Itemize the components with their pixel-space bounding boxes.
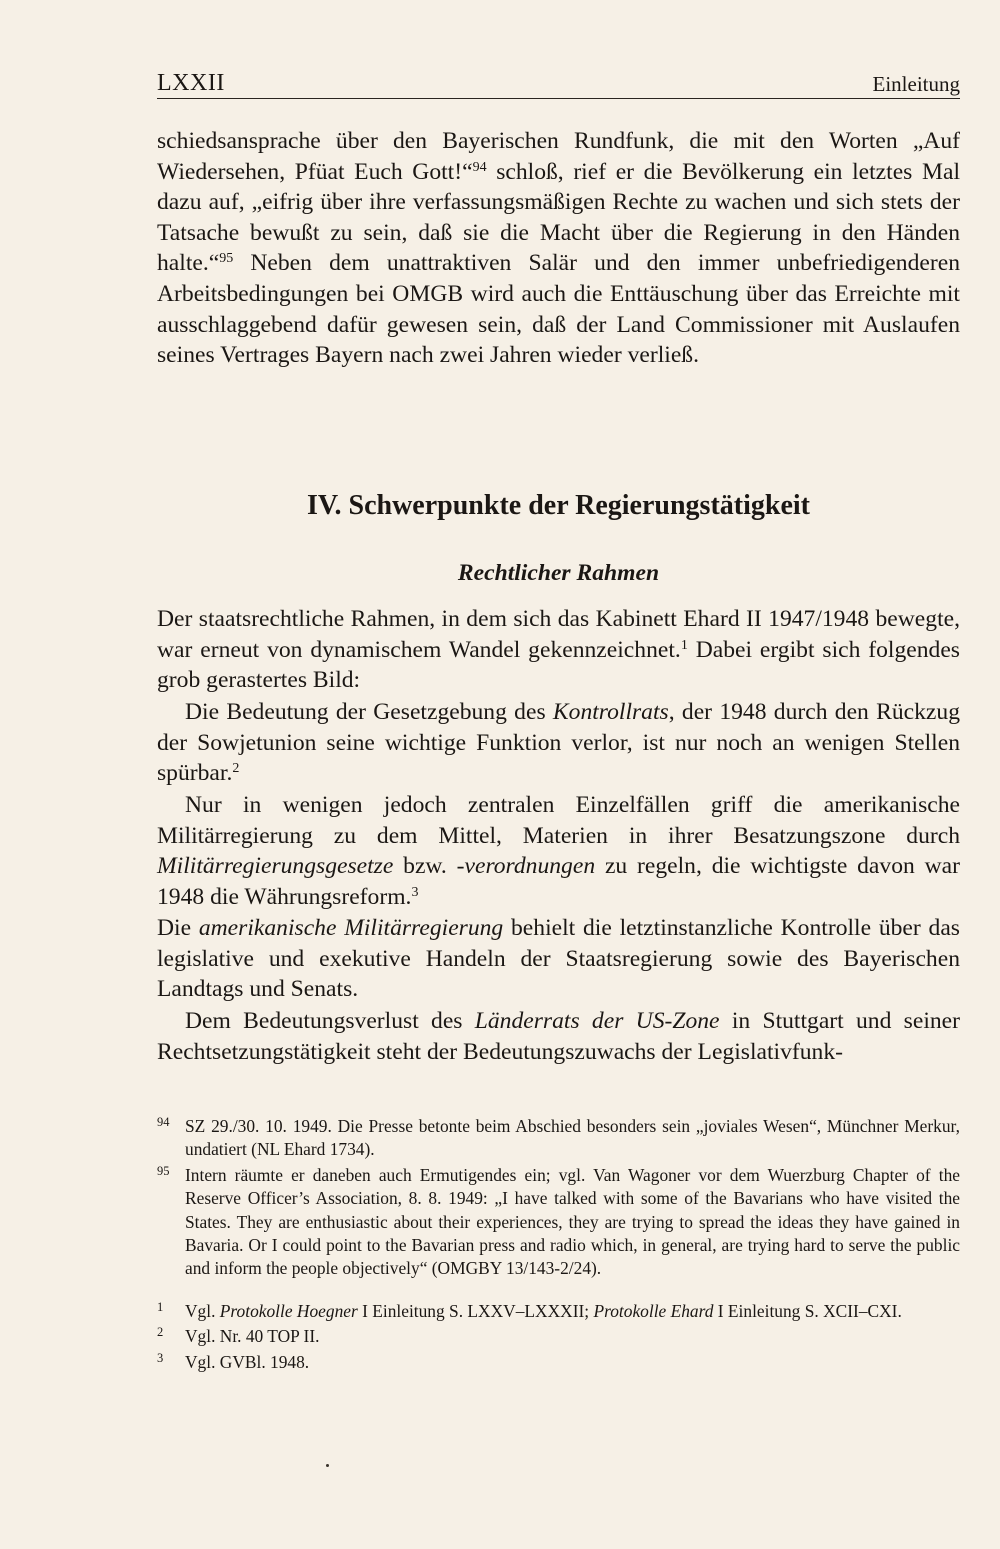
footnote-mark: 2: [157, 1325, 164, 1340]
footnote-94: 94 SZ 29./30. 10. 1949. Die Presse betonte beim Abschied besonders sein „joviales Wesen“, Münchner Merkur, undatiert (NL Ehard 1734).: [157, 1115, 960, 1162]
section-subheading: Rechtlicher Rahmen: [457, 560, 660, 586]
footnote-ref-1[interactable]: 1: [680, 637, 688, 653]
running-header: [157, 66, 960, 99]
paragraph-farewell: schiedsansprache über den Bayerischen Rundfunk, die mit den Worten „Auf Wiedersehen, Pfüat Euch Gott!“$^{94}$ schloß, rief er die Bevölkerung ein letztes Mal dazu auf, „eifrig über ihre verfassungsmäßigen Rechte zu wachen und sich stets der Tatsache bewußt zu sein, daß sie die Macht über die Regierung in den Händen halte.“$^{95}$ Neben dem unattraktiven Salär und den immer unbefriedigenderen Arbeitsbedingungen bei OMGB wird auch die Enttäuschung über das Erreichte mit ausschlaggebend dafür gewesen sein, daß der Land Commissioner mit Auslaufen seines Vertrages Bayern nach zwei Jahren wieder verließ.: [157, 128, 960, 369]
page-number: LXXII: [157, 70, 225, 96]
footnote-mark: 95: [157, 1163, 170, 1178]
footnote-mark: 3: [157, 1350, 164, 1365]
footnote-ref-95[interactable]: 95: [219, 251, 234, 267]
paragraph-legal-framework: Der staatsrechtliche Rahmen, in dem sich das Kabinett Ehard II 1947/1948 bewegte, war erneut von dynamischem Wandel gekennzeichnet.$^1$ Dabei ergibt sich folgendes grob gerastertes Bild:: [157, 606, 960, 694]
paragraph-militaerregierung: Nur in wenigen jedoch zentralen Einzelfällen griff die amerikanische Militärregierung zu dem Mittel, Materien in ihrer Besatzungszone durch Militärregierungsgesetze bzw. -verordnungen zu regeln, die wichtigste davon war 1948 die Währungsreform.$^3$: [157, 792, 960, 910]
footnote-2: 2 Vgl. Nr. 40 TOP II.: [157, 1325, 960, 1348]
footnote-mark: 1: [157, 1300, 164, 1314]
footnote-3: 3 Vgl. GVBl. 1948.: [157, 1351, 960, 1374]
footnote-ref-2[interactable]: 2: [232, 761, 240, 777]
footnote-mark: 94: [157, 1115, 170, 1129]
paragraph-laenderrat: Dem Bedeutungsverlust des Länderrats der US-Zone in Stuttgart und seiner Rechtsetzungstätigkeit steht der Bedeutungszuwachs der Legislativfunk-: [157, 1008, 960, 1065]
footnote-ref-94[interactable]: 94: [472, 159, 487, 175]
footnotes-section: [157, 1300, 960, 1376]
paragraph-kontrolle: Die amerikanische Militärregierung behielt die letztinstanzliche Kontrolle über das legislative und exekutive Handeln der Staatsregierung sowie des Bayerischen Landtags und Senats.: [157, 915, 960, 1003]
footnote-ref-3[interactable]: 3: [411, 884, 419, 900]
footnote-95: 95 Intern räumte er daneben auch Ermutigendes ein; vgl. Van Wagoner vor dem Wuerzburg Chapter of the Reserve Officer’s Association, 8. 8. 1949: „I have talked with some of the Bavarians who have visited the States. They are enthusiastic about their experiences, they are trying to spread the ideas they have gained in Bavaria. Or I could point to the Bavarian press and radio which, in general, are trying hard to serve the public and inform the people objectively“ (OMGBY 13/143-2/24).: [157, 1164, 960, 1281]
running-title: Einleitung: [872, 72, 960, 96]
paragraph-kontrollrat: Die Bedeutung der Gesetzgebung des Kontrollrats, der 1948 durch den Rückzug der Sowjetunion seine wichtige Funktion verlor, ist nur noch an wenigen Stellen spürbar.$^2$: [157, 699, 960, 787]
section-heading: IV. Schwerpunkte der Regierungstätigkeit: [307, 490, 810, 521]
footnote-1: 1 Vgl. Protokolle Hoegner I Einleitung S. LXXV–LXXXII; Protokolle Ehard I Einleitung S. XCII–CXI.: [157, 1300, 960, 1323]
footnotes-continued: [157, 1115, 960, 1283]
ink-speck: [326, 1464, 329, 1467]
